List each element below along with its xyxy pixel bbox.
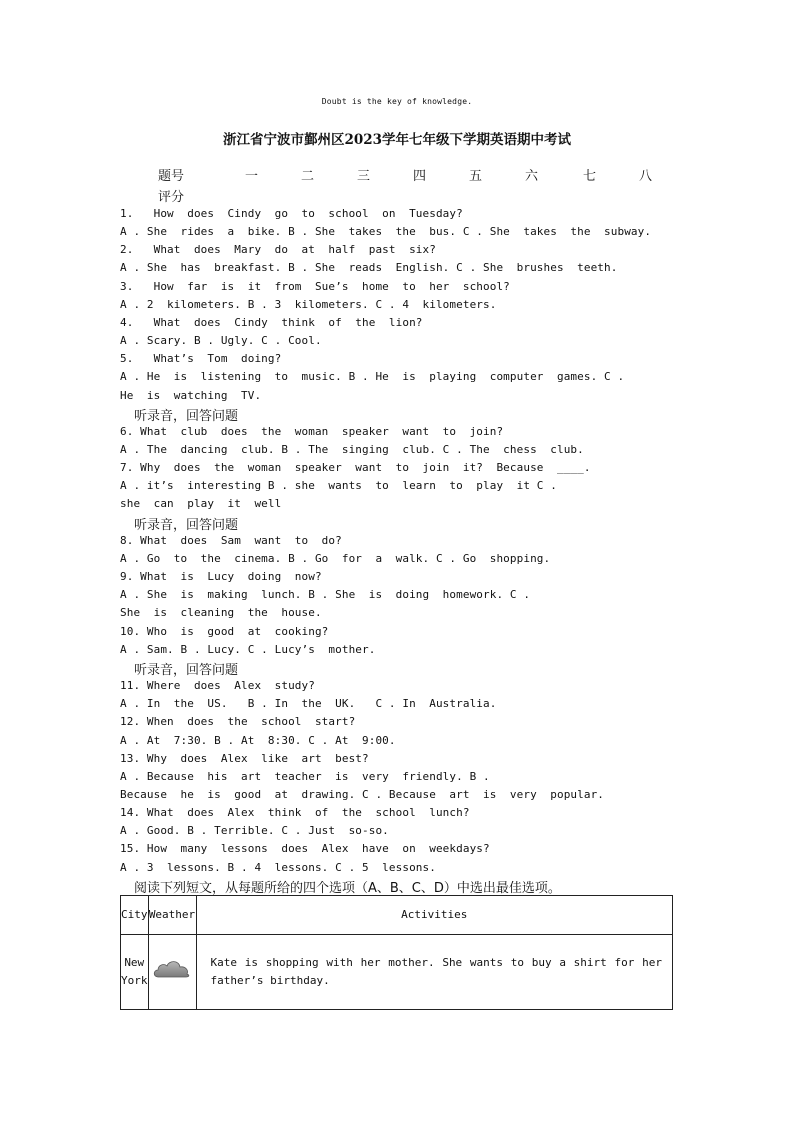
question-line: 1. How does Cindy go to school on Tuesday? [120,207,463,220]
options-line: A . it’s interesting B . she wants to learn to play it C . [120,479,557,492]
options-line: He is watching TV. [120,389,262,402]
score-label: 评分 [158,190,185,205]
score-col-2: 二 [301,169,315,184]
activity-cell: Kate is shopping with her mother. She wants to buy a shirt for her father’s birthday. [196,935,673,1010]
exam-title: 浙江省宁波市鄞州区2023学年七年级下学期英语期中考试 [222,132,572,148]
score-col-5: 五 [469,169,483,184]
options-line: She is cleaning the house. [120,606,322,619]
options-line: A . She has breakfast. B . She reads English. C . She brushes teeth. [120,261,618,274]
options-line: A . Because his art teacher is very friendly. B . [120,770,490,783]
weather-cell [148,935,196,1010]
question-line: 13. Why does Alex like art best? [120,752,369,765]
score-col-1: 一 [245,169,259,184]
reading-table [120,895,673,1010]
score-col-7: 七 [583,169,597,184]
header-activities: Activities [196,896,673,935]
question-line: 8. What does Sam want to do? [120,534,342,547]
header-weather: Weather [148,896,196,935]
options-line: Because he is good at drawing. C . Because art is very popular. [120,788,605,801]
score-row-label: 题号 [158,169,185,184]
score-col-3: 三 [357,169,371,184]
cloud-icon [152,957,192,981]
options-line: A . Sam. B . Lucy. C . Lucy’s mother. [120,643,376,656]
options-line: A . He is listening to music. B . He is playing computer games. C . [120,370,625,383]
section-heading: 听录音，回答问题 [134,409,239,424]
options-line: A . Good. B . Terrible. C . Just so-so. [120,824,389,837]
question-line: 9. What is Lucy doing now? [120,570,322,583]
options-line: A . In the US. B . In the UK. C . In Australia. [120,697,497,710]
question-line: 7. Why does the woman speaker want to join it? Because ____. [120,461,591,474]
reading-instructions: 阅读下列短文，从每题所给的四个选项（A、B、C、D）中选出最佳选项。 [134,881,561,896]
options-line: she can play it well [120,497,282,510]
options-line: A . At 7:30. B . At 8:30. C . At 9:00. [120,734,396,747]
question-line: 15. How many lessons does Alex have on weekdays? [120,842,490,855]
options-line: A . Scary. B . Ugly. C . Cool. [120,334,322,347]
question-line: 6. What club does the woman speaker want to join? [120,425,504,438]
score-col-8: 八 [639,169,653,184]
question-line: 5. What’s Tom doing? [120,352,282,365]
question-line: 3. How far is it from Sue’s home to her school? [120,280,510,293]
score-col-6: 六 [525,169,539,184]
city-cell: New York [121,935,149,1010]
motto: Doubt is the key of knowledge. [321,97,473,106]
options-line: A . 3 lessons. B . 4 lessons. C . 5 lessons. [120,861,436,874]
header-city: City [121,896,149,935]
options-line: A . The dancing club. B . The singing club. C . The chess club. [120,443,584,456]
section-heading: 听录音，回答问题 [134,518,239,533]
score-col-4: 四 [413,169,427,184]
options-line: A . She rides a bike. B . She takes the bus. C . She takes the subway. [120,225,652,238]
question-line: 11. Where does Alex study? [120,679,315,692]
options-line: A . Go to the cinema. B . Go for a walk. C . Go shopping. [120,552,551,565]
question-line: 4. What does Cindy think of the lion? [120,316,423,329]
question-line: 12. When does the school start? [120,715,356,728]
options-line: A . 2 kilometers. B . 3 kilometers. C . 4 kilometers. [120,298,497,311]
options-line: A . She is making lunch. B . She is doing homework. C . [120,588,531,601]
question-line: 14. What does Alex think of the school lunch? [120,806,470,819]
question-line: 2. What does Mary do at half past six? [120,243,436,256]
section-heading: 听录音，回答问题 [134,663,239,678]
question-line: 10. Who is good at cooking? [120,625,329,638]
